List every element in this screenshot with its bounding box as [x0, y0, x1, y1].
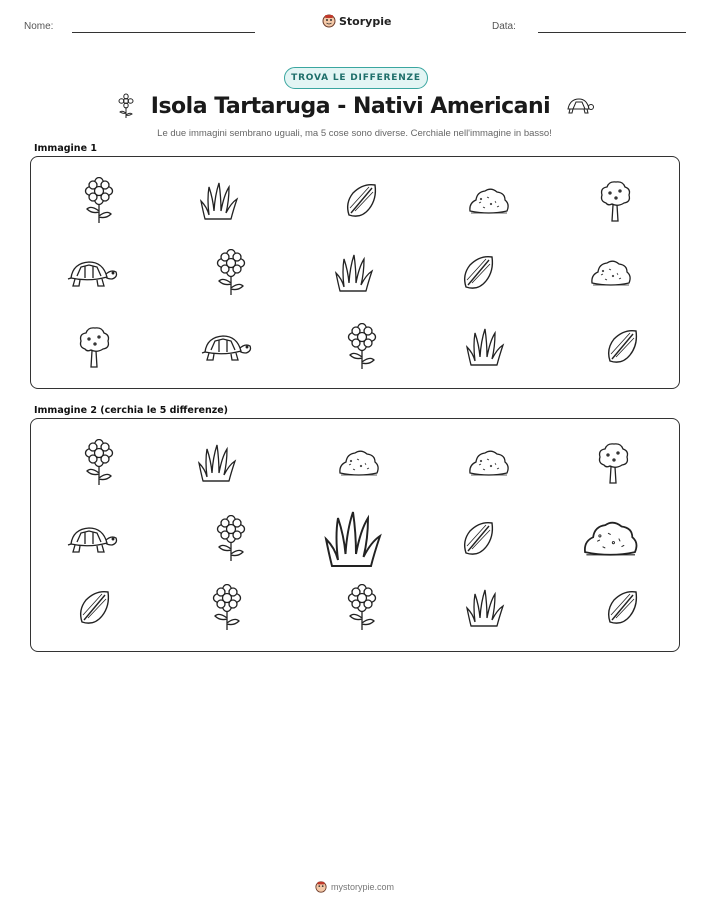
name-line[interactable]: [72, 32, 255, 33]
grass-icon[interactable]: [465, 588, 505, 628]
rock-icon[interactable]: [467, 447, 511, 479]
flower-icon: [115, 93, 137, 119]
flower-icon: [81, 177, 117, 225]
footer-url: mystorypie.com: [330, 882, 394, 892]
seed-icon: [460, 253, 496, 293]
seed-icon: [343, 181, 379, 221]
turtle-icon: [564, 96, 594, 116]
turtle-icon: [67, 257, 119, 289]
rock-icon[interactable]: [581, 517, 640, 560]
grass-icon: [465, 327, 505, 367]
instructions: Le due immagini sembrano uguali, ma 5 cose sono diverse. Cerchiale nell'immagine in basso!: [157, 128, 552, 139]
page-title: Isola Tartaruga - Nativi Americani: [150, 93, 551, 119]
turtle-icon[interactable]: [67, 523, 119, 555]
rock-icon[interactable]: [337, 447, 381, 479]
panel2-label: Immagine 2 (cerchia le 5 differenze): [34, 405, 229, 416]
grass-icon: [199, 181, 239, 221]
brand-name: Storypie: [339, 14, 392, 28]
rock-icon: [589, 257, 633, 289]
flower-icon: [213, 249, 249, 297]
image-panel-1: [30, 156, 680, 389]
badge: TROVA LE DIFFERENZE: [284, 67, 428, 89]
tree-icon: [598, 179, 632, 223]
name-label: Nome:: [24, 21, 54, 32]
brand-logo: [322, 14, 391, 28]
seed-icon[interactable]: [76, 588, 112, 628]
flower-icon[interactable]: [344, 584, 380, 632]
seed-icon[interactable]: [604, 588, 640, 628]
flower-icon[interactable]: [209, 584, 245, 632]
tree-icon: [77, 325, 111, 369]
image-panel-2[interactable]: [30, 418, 680, 652]
grass-icon[interactable]: [197, 443, 237, 483]
date-line[interactable]: [538, 32, 686, 33]
seed-icon[interactable]: [460, 519, 496, 559]
flower-icon[interactable]: [81, 439, 117, 487]
grass-icon: [334, 253, 374, 293]
storypie-footer-icon: [315, 881, 327, 893]
flower-icon: [344, 323, 380, 371]
tree-icon[interactable]: [596, 441, 630, 485]
rock-icon: [467, 185, 511, 217]
panel1-label: Immagine 1: [34, 143, 97, 154]
title-row: [0, 93, 709, 119]
footer: [0, 881, 709, 893]
storypie-logo-icon: [322, 14, 336, 28]
date-label: Data:: [492, 21, 516, 32]
seed-icon: [604, 327, 640, 367]
flower-icon[interactable]: [213, 515, 249, 563]
grass-icon[interactable]: [323, 509, 383, 569]
turtle-icon: [201, 331, 253, 363]
